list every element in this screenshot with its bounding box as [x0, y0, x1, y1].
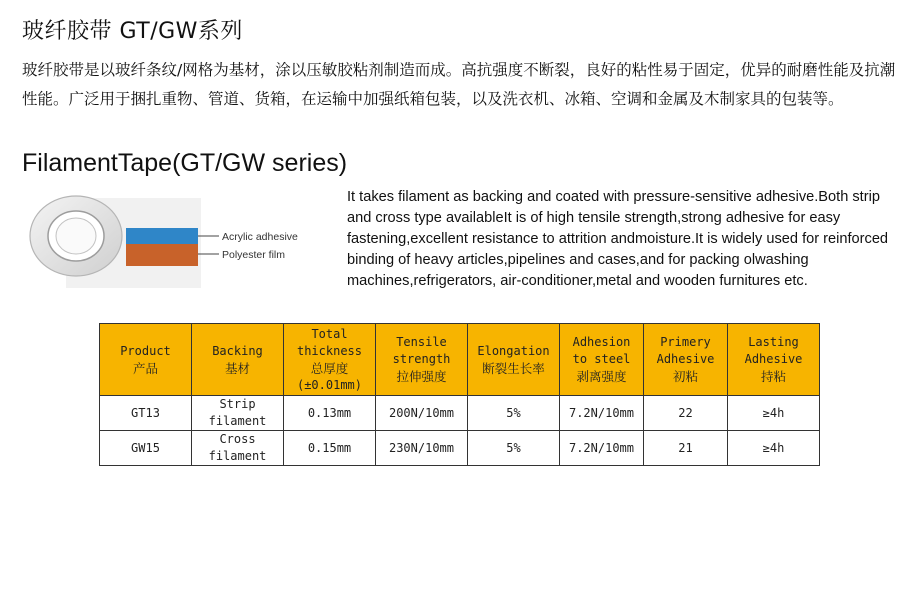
description-en: It takes filament as backing and coated with pressure-sensitive adhesive.Both strip and cross type availableIt is of high tensile strength,strong adhesive for easy fastening,excellent resistance to attrition andmoisture.It is widely used for reinforced binding of heavy articles,pipelines and cases,and for packing olwashing machines,refrigerators, air-conditioner,metal and wooden furnitures etc.: [347, 189, 889, 289]
page-title-en: FilamentTape(GT/GW series): [22, 149, 348, 177]
description-cn: 玻纤胶带是以玻纤条纹/网格为基材，涂以压敏胶粘剂制造而成。高抗强度不断裂，良好的粘性易于固定，优异的耐磨性能及抗潮性能。广泛用于捆扎重物、管道、货箱，在运输中加强纸箱包装，以及洗衣机、冰箱、空调和金属及木制家具的包装等。: [22, 61, 896, 108]
cell-backing: Strip filament: [192, 396, 284, 431]
tape-roll-core: [56, 218, 96, 254]
cell-backing: Cross filament: [192, 431, 284, 466]
cell-primary-adhesive: 21: [644, 431, 728, 466]
cell-adhesion: 7.2N/10mm: [560, 396, 644, 431]
cell-lasting-adhesive: ≥4h: [728, 431, 820, 466]
cell-tensile: 200N/10mm: [376, 396, 468, 431]
label-polyester-film: Polyester film: [222, 249, 286, 261]
cell-product: GW15: [100, 431, 192, 466]
cell-tensile: 230N/10mm: [376, 431, 468, 466]
table-header-row: [100, 324, 820, 396]
col-header-lasting-adhesive: Lasting Adhesive 持粘: [728, 324, 820, 396]
table-row: [100, 396, 820, 431]
col-header-elongation: Elongation 断裂生长率: [468, 324, 560, 396]
cell-thickness: 0.15mm: [284, 431, 376, 466]
col-header-thickness: Total thickness 总厚度 (±0.01mm): [284, 324, 376, 396]
tape-structure-diagram: [26, 192, 326, 292]
cell-thickness: 0.13mm: [284, 396, 376, 431]
cell-elongation: 5%: [468, 431, 560, 466]
cell-adhesion: 7.2N/10mm: [560, 431, 644, 466]
col-header-tensile: Tensile strength 拉伸强度: [376, 324, 468, 396]
spec-table: [99, 323, 820, 466]
col-header-adhesion: Adhesion to steel 剥离强度: [560, 324, 644, 396]
cell-primary-adhesive: 22: [644, 396, 728, 431]
cell-elongation: 5%: [468, 396, 560, 431]
layer-polyester-film: [126, 244, 198, 266]
col-header-backing: Backing 基材: [192, 324, 284, 396]
cell-product: GT13: [100, 396, 192, 431]
col-header-primary-adhesive: Primery Adhesive 初粘: [644, 324, 728, 396]
layer-acrylic-adhesive: [126, 228, 198, 244]
label-acrylic-adhesive: Acrylic adhesive: [222, 231, 298, 243]
page-title-cn: 玻纤胶带 GT/GW系列: [22, 19, 243, 44]
cell-lasting-adhesive: ≥4h: [728, 396, 820, 431]
col-header-product: Product 产品: [100, 324, 192, 396]
table-row: [100, 431, 820, 466]
